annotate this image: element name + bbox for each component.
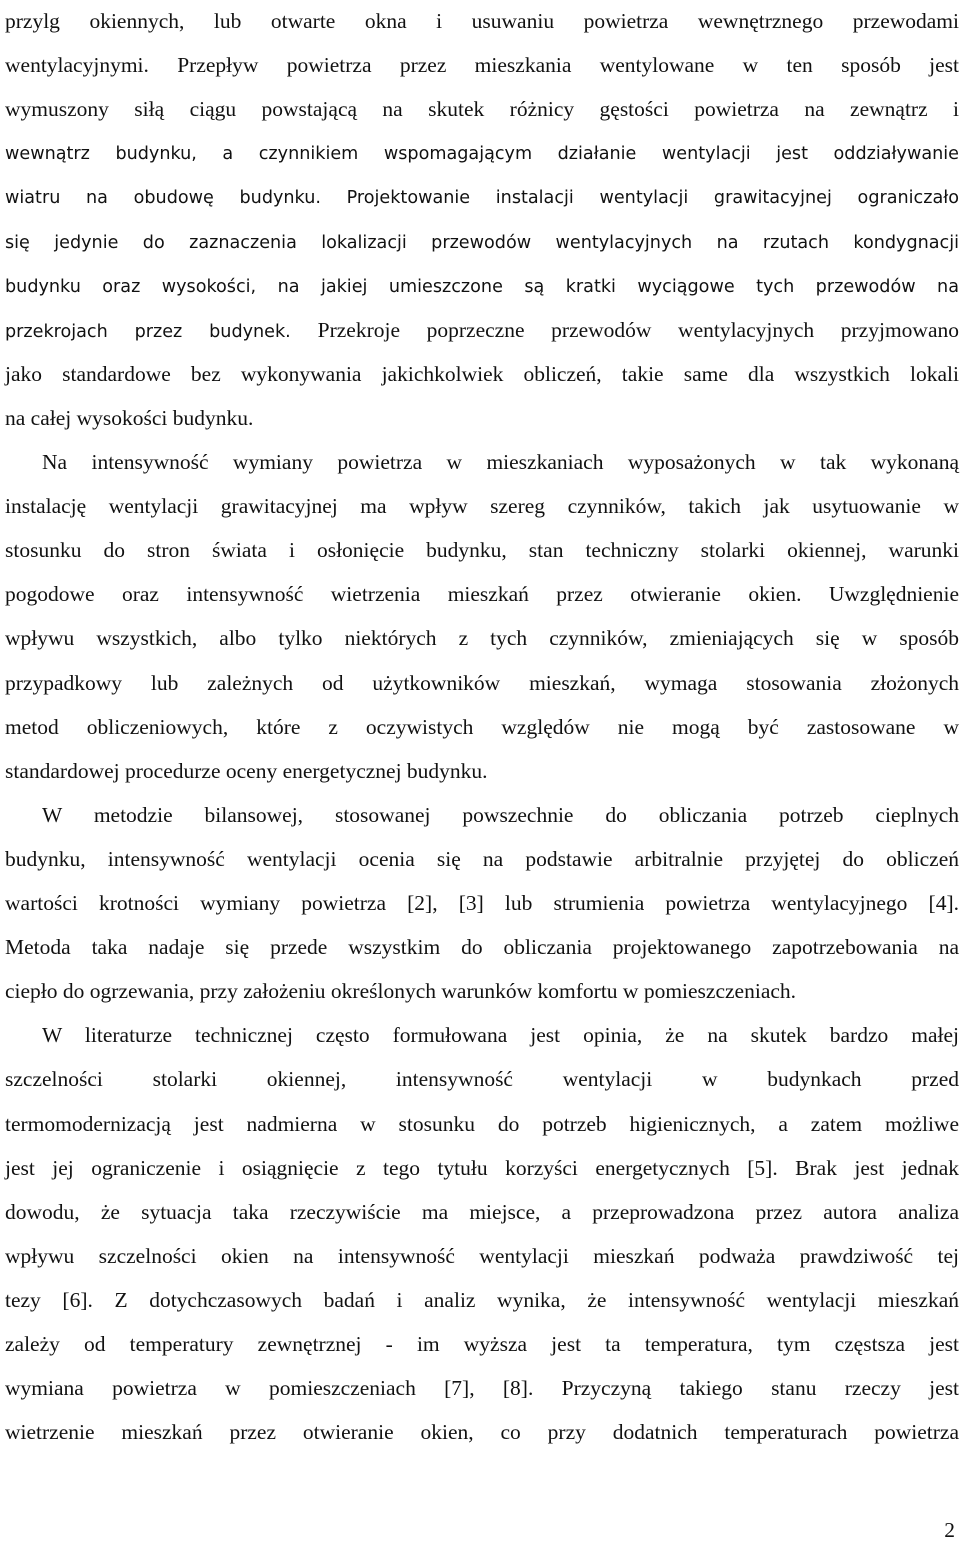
text-line <box>5 1410 959 1454</box>
text-line <box>5 1366 959 1410</box>
text-segment: wymuszony siłą ciągu powstającą na skutek różnicy gęstości powietrza na zewnątrz i <box>5 97 959 122</box>
text-line <box>5 528 959 572</box>
text-segment: wymiana powietrza w pomieszczeniach [7], [8]. Przyczyną takiego stanu rzeczy jest <box>5 1376 959 1401</box>
text-line <box>5 749 959 793</box>
text-segment: wpływu wszystkich, albo tylko niektórych z tych czynników, zmieniających się w sposób <box>5 626 959 651</box>
text-segment: zależy od temperatury zewnętrznej - im wyższa jest ta temperatura, tym częstsza jest <box>5 1332 959 1356</box>
text-segment: tezy [6]. Z dotychczasowych badań i analiz wynika, że intensywność wentylacji mieszkań <box>5 1287 959 1312</box>
text-segment: jest jej ograniczenie i osiągnięcie z tego tytułu korzyści energetycznych [5]. Brak jest jednak <box>5 1155 959 1180</box>
text-line <box>5 661 959 705</box>
text-segment: jako standardowe bez wykonywania jakichkolwiek obliczeń, takie same dla wszystkich lokali <box>5 361 959 386</box>
text-line <box>5 793 959 837</box>
text-segment: przypadkowy lub zależnych od użytkowników mieszkań, wymaga stosowania złożonych <box>5 670 959 695</box>
text-segment: Przekroje poprzeczne przewodów wentylacyjnych przyjmowano <box>317 317 959 342</box>
text-segment: budynku oraz wysokości, na jakiej umieszczone są kratki wyciągowe tych przewodów na <box>5 276 959 297</box>
text-line <box>5 175 959 219</box>
text-line <box>5 1234 959 1278</box>
text-line <box>5 308 959 352</box>
text-line <box>5 43 959 87</box>
text-line <box>5 0 959 43</box>
text-line <box>5 1278 959 1322</box>
text-line <box>5 264 959 308</box>
text-line <box>5 1102 959 1146</box>
text-segment: ciepło do ogrzewania, przy założeniu określonych warunków komfortu w pomieszczeniach. <box>5 979 797 1004</box>
text-segment: Projektowanie instalacji wentylacji grawitacyjnej ograniczało <box>346 188 959 209</box>
text-line <box>5 837 959 881</box>
text-segment: W metodzie bilansowej, stosowanej powszechnie do obliczania potrzeb cieplnych <box>42 802 959 827</box>
text-line <box>5 484 959 528</box>
text-line <box>5 1013 959 1057</box>
text-segment: W literaturze technicznej często formułowana jest opinia, że na skutek bardzo małej <box>42 1023 959 1048</box>
text-segment: instalację wentylacji grawitacyjnej ma wpływ szereg czynników, takich jak usytuowanie w <box>5 494 959 519</box>
text-segment: wewnątrz budynku, a czynnikiem wspomagającym działanie wentylacji jest oddziaływanie <box>5 144 959 165</box>
text-segment: wentylacyjnymi. Przepływ powietrza przez mieszkania wentylowane w ten sposób jest <box>5 53 959 78</box>
text-line <box>5 705 959 749</box>
text-segment: wiatru na obudowę budynku. <box>5 188 347 209</box>
text-segment: przekrojach przez budynek. <box>5 321 318 342</box>
text-segment: Na intensywność wymiany powietrza w mieszkaniach wyposażonych w tak wykonaną <box>42 450 959 474</box>
text-line <box>5 969 959 1013</box>
text-line <box>5 352 959 396</box>
text-line <box>5 881 959 925</box>
text-segment: stosunku do stron świata i osłonięcie budynku, stan techniczny stolarki okiennej, warunki <box>5 538 959 563</box>
text-segment: termomodernizacją jest nadmierna w stosunku do potrzeb higienicznych, a zatem możliwe <box>5 1111 959 1136</box>
text-line <box>5 616 959 660</box>
text-segment: na całej wysokości budynku. <box>5 405 254 430</box>
text-line <box>5 440 959 484</box>
text-line <box>5 925 959 969</box>
text-line <box>5 1190 959 1234</box>
text-segment: budynku, intensywność wentylacji ocenia się na podstawie arbitralnie przyjętej do obliczeń <box>5 846 959 871</box>
text-segment: się jedynie do zaznaczenia lokalizacji przewodów wentylacyjnych na rzutach kondygnacji <box>5 232 959 253</box>
text-segment: standardowej procedurze oceny energetycznej budynku. <box>5 758 488 783</box>
text-line <box>5 87 959 131</box>
text-line <box>5 1146 959 1190</box>
text-line <box>5 1057 959 1101</box>
text-segment: wartości krotności wymiany powietrza [2], [3] lub strumienia powietrza wentylacyjnego [4]. <box>5 891 959 915</box>
text-line <box>5 220 959 264</box>
text-segment: wpływu szczelności okien na intensywność wentylacji mieszkań podważa prawdziwość tej <box>5 1243 959 1268</box>
text-line <box>5 1322 959 1366</box>
text-line <box>5 131 959 175</box>
text-segment: szczelności stolarki okiennej, intensywność wentylacji w budynkach przed <box>5 1067 959 1092</box>
text-segment: metod obliczeniowych, które z oczywistych względów nie mogą być zastosowane w <box>5 714 959 739</box>
text-segment: Metoda taka nadaje się przede wszystkim do obliczania projektowanego zapotrzebowania na <box>5 935 959 960</box>
text-segment: wietrzenie mieszkań przez otwieranie okien, co przy dodatnich temperaturach powietrza <box>5 1420 959 1445</box>
text-segment: pogodowe oraz intensywność wietrzenia mieszkań przez otwieranie okien. Uwzględnienie <box>5 582 959 607</box>
text-segment: przylg okiennych, lub otwarte okna i usuwaniu powietrza wewnętrznego przewodami <box>5 9 959 33</box>
text-line <box>5 396 959 440</box>
page-number: 2 <box>944 1518 955 1542</box>
text-segment: dowodu, że sytuacja taka rzeczywiście ma miejsce, a przeprowadzona przez autora analiza <box>5 1199 959 1224</box>
text-line <box>5 572 959 616</box>
